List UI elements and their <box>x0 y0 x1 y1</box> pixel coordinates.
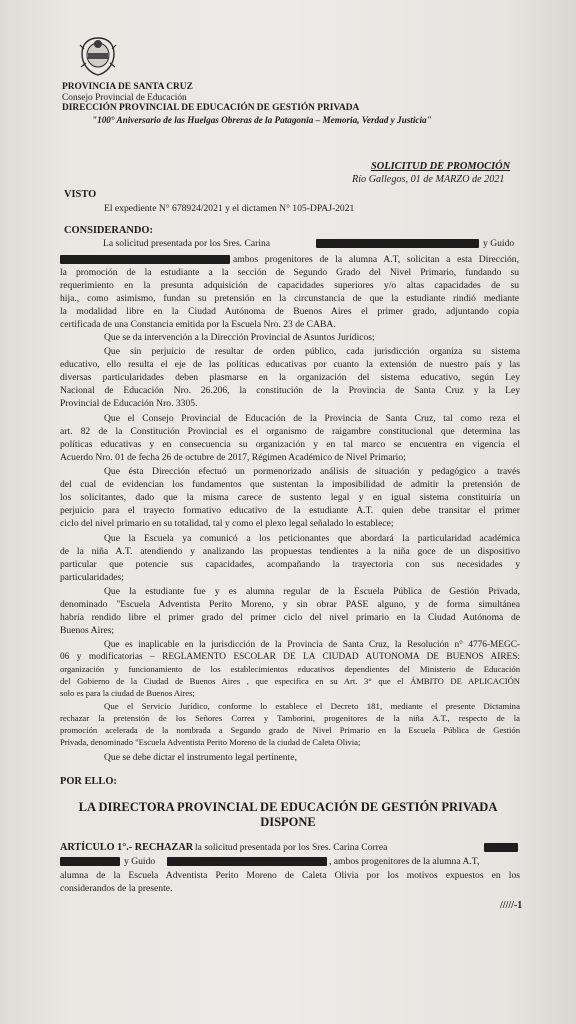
considerando-line: políticas educativas y en consecuencia su organización y en tal marco se encuentra en vigencia el <box>60 439 520 450</box>
province-seal-icon <box>78 35 118 77</box>
redaction-bar <box>60 255 230 264</box>
considerando-line: de la niña A.T. atendiendo y analizando las propuestas tendientes a la niña goce de un dispositivo <box>60 546 520 557</box>
header-province: PROVINCIA DE SANTA CRUZ <box>62 82 193 92</box>
considerando-label: CONSIDERANDO: <box>64 225 153 236</box>
article-text: la solicitud presentada por los Sres. Carina Correa <box>195 842 388 853</box>
considerando-line: certificada de una Constancia emitida por la Escuela Nro. 23 de CABA. <box>60 319 336 330</box>
article-text: considerandos de la presente. <box>60 883 173 894</box>
article-label: ARTÍCULO 1°.- RECHAZAR <box>60 842 194 853</box>
article-text: alumna de la Escuela Adventista Perito Moreno de Caleta Olivia por los motivos expuestos en los <box>60 870 520 881</box>
article-text: y Guido <box>124 856 156 867</box>
considerando-line: ciclo del nivel primario en su totalidad, tal y como el plexo legal señalado lo establece; <box>60 518 394 529</box>
request-title: SOLICITUD DE PROMOCIÓN <box>371 161 511 172</box>
visto-text: El expediente N° 678924/2021 y el dictamen N° 105-DPAJ-2021 <box>104 203 355 214</box>
considerando-line: Que la estudiante fue y es alumna regular de la Escuela Pública de Gestión Privada, <box>104 586 520 597</box>
considerando-line: Que se debe dictar el instrumento legal pertinente, <box>104 752 297 763</box>
considerando-line: Que sin perjuicio de resultar de orden público, cada jurisdicción organiza su sistema <box>104 346 520 357</box>
resolution-dispone: DISPONE <box>260 815 316 829</box>
considerando-line: Que es inaplicable en la jurisdicción de la Provincia de Santa Cruz, la Resolución n° 4776-MEGC- <box>104 640 520 650</box>
considerando-line: los solicitantes, dado que la misma carece de sustento legal y en igual sistema constituiría un <box>60 492 520 503</box>
considerando-line: perjuicio para el trayecto formativo educativo de la estudiante A.T. quien debe transitar el primer <box>60 505 520 516</box>
considerando-line: requerimiento en la presunta adquisición de capacidades superiores y/o altas capacidades de su <box>60 280 519 291</box>
considerando-line: Buenos Aires; <box>60 625 115 636</box>
redaction-bar <box>316 239 479 248</box>
redaction-bar <box>484 843 518 852</box>
considerando-line: ambos progenitores de la alumna A.T, solicitan a esta Dirección, <box>233 254 519 265</box>
resolution-title: LA DIRECTORA PROVINCIAL DE EDUCACIÓN DE GESTIÓN PRIVADA <box>78 800 498 814</box>
considerando-line: 06 y modificatorias – REGLAMENTO ESCOLAR DE LA CIUDAD AUTONOMA DE BUENOS AIRES: <box>60 652 520 662</box>
page-mark: /////-1 <box>500 900 523 911</box>
considerando-line: La solicitud presentada por los Sres. Carina <box>103 238 271 249</box>
considerando-line: particularidades; <box>60 572 124 583</box>
considerando-line: art. 82 de la Constitución Provincial es el organismo de raigambre constitucional que determina las <box>60 426 520 437</box>
redaction-bar <box>167 857 327 866</box>
considerando-line: solo es para la ciudad de Buenos Aires; <box>60 688 195 698</box>
considerando-line: Que el Servicio Jurídico, conforme lo establece el Decreto 181, mediante el presente Dictamina <box>104 701 520 711</box>
redaction-bar <box>60 857 120 866</box>
considerando-line: diversas particularidades deben plasmarse en la organización del sistema educativo, según Ley <box>60 372 520 383</box>
header-council: Consejo Provincial de Educación <box>62 93 187 103</box>
considerando-line: hija., como asimismo, fundan su pretensión en la circunstancia de que la estudiante rindió mediante <box>60 293 519 304</box>
considerando-line: y Guido <box>483 238 515 249</box>
header-direction: DIRECCIÓN PROVINCIAL DE EDUCACIÓN DE GESTIÓN PRIVADA <box>62 103 360 113</box>
considerando-line: rechazar la pretensión de los Señores Correa y Tamborini, progenitores de la niña A.T., respecto de la <box>60 713 520 723</box>
considerando-line: Privada, denominado "Escuela Adventista Perito Moreno de la ciudad de Caleta Olivia; <box>60 737 361 747</box>
article-text: , ambos progenitores de la alumna A.T, <box>329 856 480 867</box>
considerando-line: promoción acelerada de la nombrada a Segundo grado de Nivel Primario en la Escuela Pública de Gestión <box>60 725 520 735</box>
considerando-line: del Gobierno de la Ciudad de Buenos Aires , que especifica en su Art. 3° que el ÁMBITO DE APLICACIÓN <box>60 676 520 686</box>
considerando-line: Que el Consejo Provincial de Educación de la Provincia de Santa Cruz, tal como reza el <box>104 413 520 424</box>
header-motto: "100° Aniversario de las Huelgas Obreras de la Patagonia – Memoria, Verdad y Justicia" <box>92 115 432 125</box>
considerando-line: la promoción de la estudiante a la sección de Segundo Grado del Nivel Primario, fundando su <box>60 267 519 278</box>
request-place-date: Río Gallegos, 01 de MARZO de 2021 <box>352 174 505 185</box>
considerando-line: la modalidad libre en la Ciudad Autónoma de Buenos Aires el primer grado, adjuntando copia <box>60 306 519 317</box>
considerando-line: denominado "Escuela Adventista Perito Moreno, y sin obrar PASE alguno, y de forma simultánea <box>60 599 520 610</box>
considerando-line: organización y funcionamiento de los establecimientos educativos dependientes del Ministerio de Educación <box>60 664 520 674</box>
considerando-line: del cual de evidencian los fundamentos que sustentan la imposibilidad de admitir la pretensión de <box>60 479 520 490</box>
considerando-line: Acuerdo Nro. 01 de fecha 26 de octubre de 2017, Régimen Académico de Nivel Primario; <box>60 452 406 463</box>
visto-label: VISTO <box>64 189 97 200</box>
considerando-line: Que la Escuela ya comunicó a los peticionantes que abordará la particularidad académica <box>104 533 520 544</box>
considerando-line: Que se da intervención a la Dirección Provincial de Asuntos Jurídicos; <box>104 332 375 343</box>
por-ello-label: POR ELLO: <box>60 776 117 787</box>
considerando-line: particular que potencie sus capacidades, acompañando la trayectoria con sus necesidades y <box>60 559 520 570</box>
considerando-line: Nacional de Educación Nro. 26.206, la constitución de la Provincia de Santa Cruz y la Ley <box>60 385 520 396</box>
considerando-line: Que ésta Dirección efectuó un pormenorizado análisis de situación y pedagógico a través <box>104 466 520 477</box>
considerando-line: educativo, ello resulta el eje de las políticas educativas por cuanto la extensión de nuestro país y las <box>60 359 520 370</box>
considerando-line: habría rendido libre el primer grado del primer ciclo del nivel primario en la Ciudad Autónoma de <box>60 612 520 623</box>
considerando-line: Provincial de Educación Nro. 3305. <box>60 398 198 409</box>
